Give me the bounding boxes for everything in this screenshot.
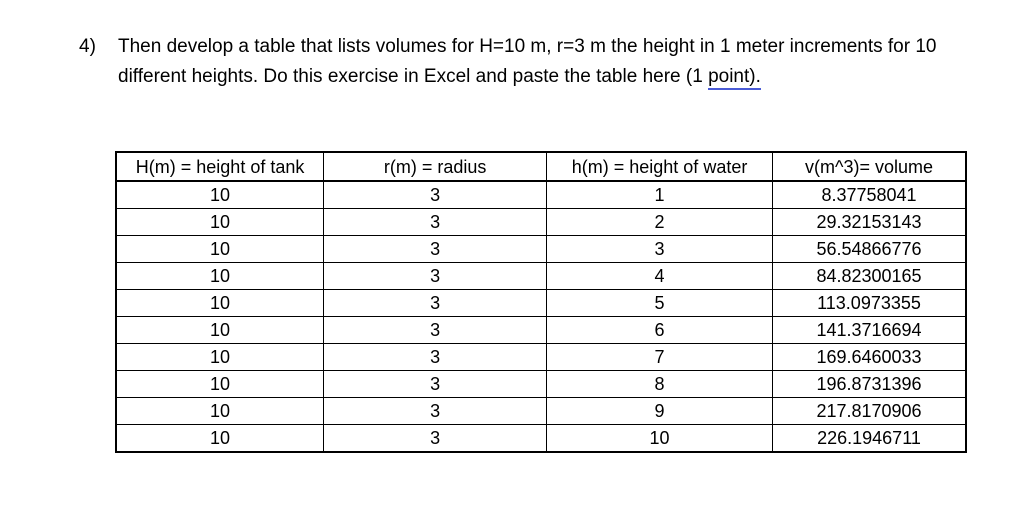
cell-tank-height: 10 [116,263,324,290]
cell-radius: 3 [324,371,547,398]
table-row [116,263,966,290]
question-text [118,32,979,92]
volume-table [115,151,967,453]
table-row [116,344,966,371]
cell-radius: 3 [324,209,547,236]
question-text-main: Then develop a table that lists volumes for H=10 m, r=3 m the height in 1 meter increments for 10 different heights. Do this exercise in Excel and paste the table here (1 [118,36,937,87]
table-body [116,181,966,452]
cell-volume: 169.6460033 [773,344,966,371]
cell-radius: 3 [324,425,547,453]
table-row [116,371,966,398]
cell-tank-height: 10 [116,181,324,209]
cell-water-height: 8 [547,371,773,398]
header-radius: r(m) = radius [324,152,547,181]
cell-radius: 3 [324,263,547,290]
cell-water-height: 6 [547,317,773,344]
cell-radius: 3 [324,290,547,317]
cell-water-height: 4 [547,263,773,290]
table-header [116,152,966,181]
cell-volume: 56.54866776 [773,236,966,263]
table-row [116,209,966,236]
cell-water-height: 3 [547,236,773,263]
table-row [116,425,966,453]
question-block [79,32,979,92]
cell-volume: 113.0973355 [773,290,966,317]
cell-tank-height: 10 [116,371,324,398]
table-row [116,236,966,263]
cell-volume: 217.8170906 [773,398,966,425]
cell-tank-height: 10 [116,317,324,344]
table-row [116,317,966,344]
cell-radius: 3 [324,398,547,425]
table-row [116,181,966,209]
header-tank-height: H(m) = height of tank [116,152,324,181]
cell-water-height: 7 [547,344,773,371]
cell-volume: 8.37758041 [773,181,966,209]
cell-tank-height: 10 [116,209,324,236]
cell-tank-height: 10 [116,425,324,453]
cell-water-height: 10 [547,425,773,453]
cell-water-height: 1 [547,181,773,209]
cell-radius: 3 [324,317,547,344]
header-water-height: h(m) = height of water [547,152,773,181]
cell-radius: 3 [324,181,547,209]
table-row [116,398,966,425]
cell-water-height: 2 [547,209,773,236]
cell-volume: 29.32153143 [773,209,966,236]
table-row [116,290,966,317]
cell-volume: 141.3716694 [773,317,966,344]
cell-water-height: 5 [547,290,773,317]
cell-tank-height: 10 [116,290,324,317]
cell-water-height: 9 [547,398,773,425]
cell-radius: 3 [324,344,547,371]
header-volume: v(m^3)= volume [773,152,966,181]
cell-tank-height: 10 [116,398,324,425]
header-row [116,152,966,181]
cell-radius: 3 [324,236,547,263]
cell-volume: 84.82300165 [773,263,966,290]
cell-volume: 196.8731396 [773,371,966,398]
cell-volume: 226.1946711 [773,425,966,453]
question-number: 4) [79,36,96,57]
cell-tank-height: 10 [116,236,324,263]
cell-tank-height: 10 [116,344,324,371]
question-text-suffix: point). [708,66,761,90]
